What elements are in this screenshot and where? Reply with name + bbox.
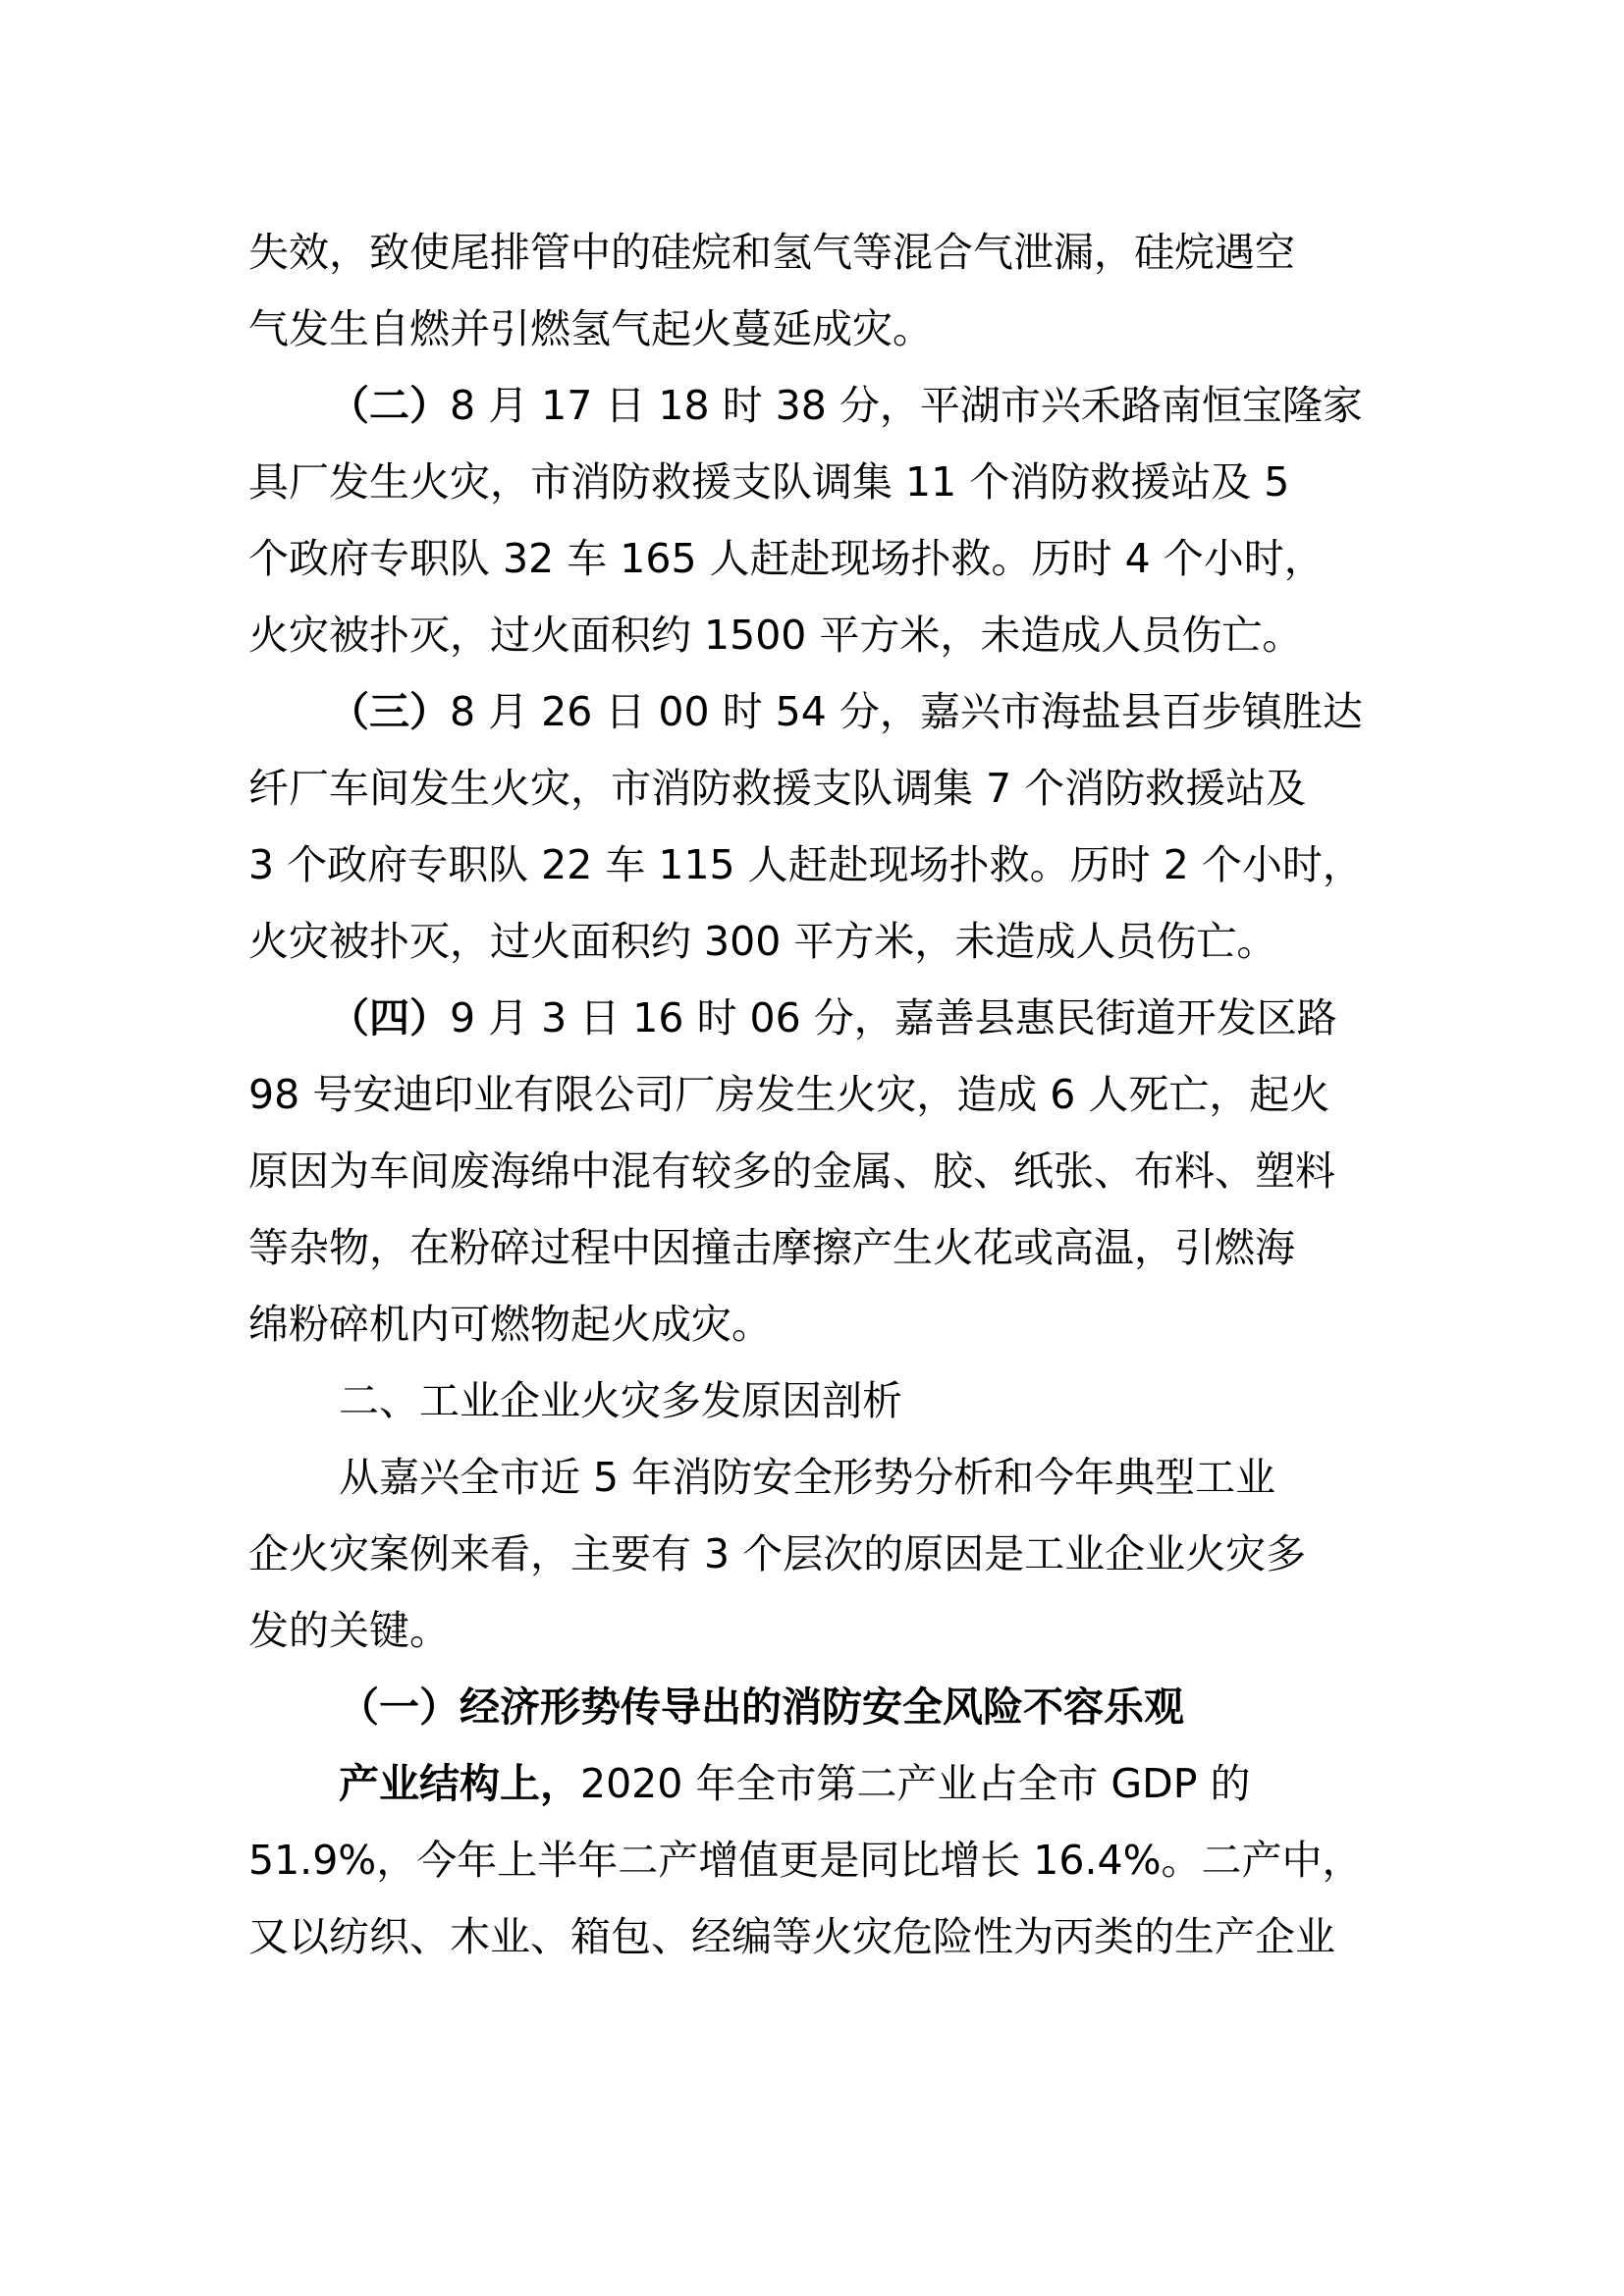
item-2-marker: （二） [329, 382, 450, 429]
paragraph-line: 等杂物，在粉碎过程中因撞击摩擦产生火花或高温，引燃海 [248, 1224, 1295, 1271]
paragraph-line: 纤厂车间发生火灾，市消防救援支队调集 7 个消防救援站及 [248, 765, 1307, 812]
item-4-text: 9 月 3 日 16 时 06 分，嘉善县惠民街道开发区路 [450, 994, 1337, 1041]
paragraph-line: 个政府专职队 32 车 165 人赶赴现场扑救。历时 4 个小时， [248, 535, 1325, 582]
paragraph-line: 失效，致使尾排管中的硅烷和氢气等混合气泄漏，硅烷遇空 [248, 229, 1295, 276]
item-3-line [248, 673, 1391, 750]
item-3-text: 8 月 26 日 00 时 54 分，嘉兴市海盐县百步镇胜达 [450, 688, 1363, 735]
paragraph-line: 火灾被扑灭，过火面积约 1500 平方米，未造成人员伤亡。 [248, 612, 1303, 659]
industry-line [248, 1745, 1391, 1822]
paragraph-line: 发的关键。 [248, 1607, 450, 1654]
paragraph-line: 98 号安迪印业有限公司厂房发生火灾，造成 6 人死亡，起火 [248, 1071, 1330, 1118]
paragraph-line: 气发生自燃并引燃氢气起火蔓延成灾。 [248, 305, 933, 352]
item-4-marker: （四） [329, 994, 450, 1041]
paragraph-line: 具厂发生火灾，市消防救援支队调集 11 个消防救援站及 5 [248, 458, 1290, 506]
paragraph-line: 绵粉碎机内可燃物起火成灾。 [248, 1301, 772, 1348]
item-2-text: 8 月 17 日 18 时 38 分，平湖市兴禾路南恒宝隆家 [450, 382, 1363, 429]
subsection-heading: （一）经济形势传导出的消防安全风险不容乐观 [339, 1683, 1184, 1731]
item-2-line [248, 367, 1391, 444]
paragraph-line: 从嘉兴全市近 5 年消防安全形势分析和今年典型工业 [339, 1454, 1276, 1501]
paragraph-line: 火灾被扑灭，过火面积约 300 平方米，未造成人员伤亡。 [248, 918, 1277, 965]
paragraph-line: 又以纺织、木业、箱包、经编等火灾危险性为丙类的生产企业 [248, 1913, 1335, 1960]
paragraph-line: 51.9%，今年上半年二产增值更是同比增长 16.4%。二产中， [248, 1837, 1363, 1884]
body-text [248, 214, 1391, 1975]
section-heading: 二、工业企业火灾多发原因剖析 [339, 1377, 902, 1424]
item-3-marker: （三） [329, 688, 450, 735]
paragraph-line: 3 个政府专职队 22 车 115 人赶赴现场扑救。历时 2 个小时， [248, 841, 1363, 888]
paragraph-line: 企火灾案例来看，主要有 3 个层次的原因是工业企业火灾多 [248, 1530, 1307, 1577]
industry-text: 2020 年全市第二产业占全市 GDP 的 [580, 1760, 1251, 1807]
item-4-line [248, 980, 1391, 1056]
industry-lead: 产业结构上， [339, 1760, 580, 1807]
paragraph-line: 原因为车间废海绵中混有较多的金属、胶、纸张、布料、塑料 [248, 1148, 1335, 1195]
